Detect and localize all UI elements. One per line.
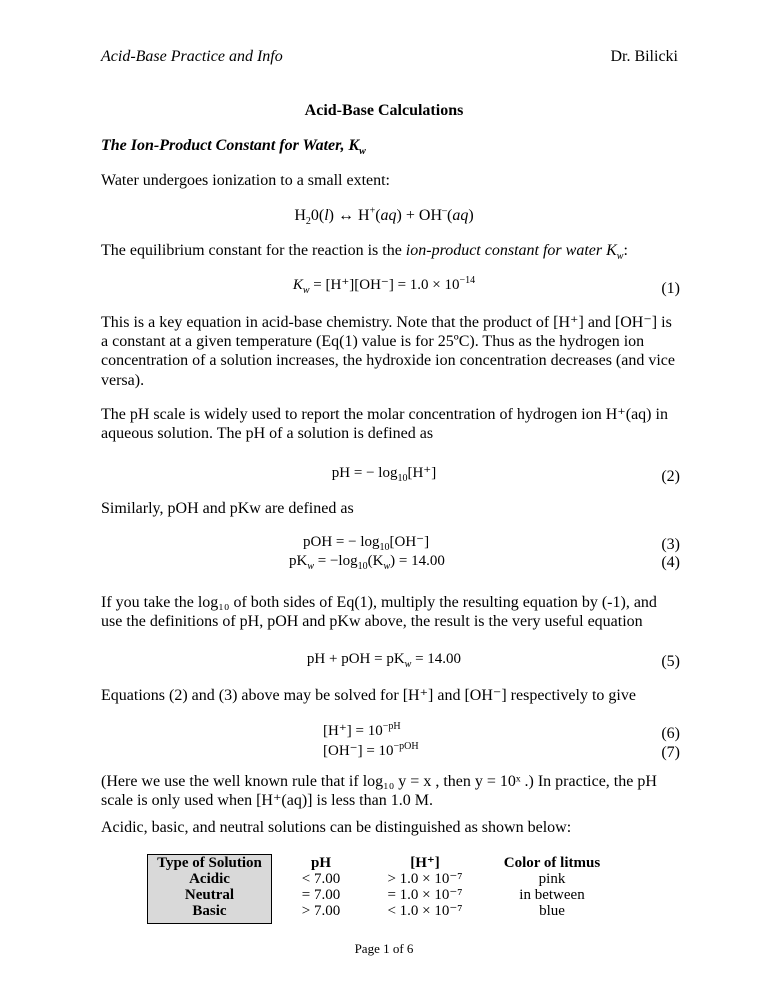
equation-5-number: (5) <box>661 653 680 670</box>
table-cell: pink <box>538 871 566 887</box>
ph-scale-paragraph: The pH scale is widely used to report the molar concentration of hydrogen ion H⁺(aq) in aqueous solution. The pH of a solution is defined as <box>101 406 668 443</box>
header-right: Dr. Bilicki <box>610 48 678 65</box>
table-cell: > 7.00 <box>301 903 341 919</box>
equation-4-number: (4) <box>661 554 680 571</box>
equation-7: $[OH^-] = 10^{-pOH}$ <box>323 741 419 759</box>
ph-column <box>286 855 356 919</box>
equation-1: $K_w = [H^+][OH^-] = 1.0 \times 10^{-14}$ <box>292 275 476 296</box>
table-header: Color of litmus <box>503 855 601 871</box>
table-cell: blue <box>539 903 565 919</box>
table-header: pH <box>310 855 331 871</box>
equation-5: pH + pOH = $pK_w = 14.00$ <box>306 651 462 670</box>
page-title: Acid-Base Calculations <box>304 102 464 119</box>
table-cell: = 1.0 × 10⁻⁷ <box>387 887 463 903</box>
table-cell: < 1.0 × 10⁻⁷ <box>387 903 463 919</box>
intro-text: Water undergoes ionization to a small extent: <box>101 172 390 189</box>
equation-6-number: (6) <box>661 725 680 742</box>
equation-2-number: (2) <box>661 468 680 485</box>
section-heading: The Ion-Product Constant for Water, $K_w$ <box>101 137 366 158</box>
h-concentration-column <box>373 855 477 919</box>
rule-paragraph: (Here we use the well known rule that if log₁₀ y = x , then y = 10ˣ .) In practice, the pH scale is only used when [H⁺(aq)] is less than 1.0 M. <box>101 773 657 810</box>
equation-3: pOH = − $\log_{10}[OH^-]$ <box>303 534 430 553</box>
key-equation-paragraph: This is a key equation in acid-base chemistry. Note that the product of [H⁺] and [OH⁻] is a constant at a given temperature (Eq(1) value is for 25ºC). Thus as the hydrogen ion concentration of a solution increases, the hydroxide ion concentration decreases (and vice versa). <box>101 314 675 389</box>
log-paragraph: If you take the log₁₀ of both sides of Eq(1), multiply the resulting equation by (-1), and use the definitions of pH, pOH and pKw above, the result is the very useful equation <box>101 594 657 631</box>
litmus-color-column <box>494 855 610 919</box>
equation-7-number: (7) <box>661 744 680 761</box>
table-header: Type of Solution <box>157 855 262 871</box>
equation-3-number: (3) <box>661 536 680 553</box>
table-cell: > 1.0 × 10⁻⁷ <box>387 871 463 887</box>
table-cell: < 7.00 <box>301 871 341 887</box>
table-cell: in between <box>519 887 585 903</box>
table-header: [H⁺] <box>410 855 440 871</box>
similarly-paragraph: Similarly, pOH and pKw are defined as <box>101 500 354 517</box>
solution-type-column <box>147 854 272 924</box>
equation-4: $pK_w = -\log_{10}(K_w) = 14.00$ <box>289 553 445 572</box>
solve-paragraph: Equations (2) and (3) above may be solved for [H⁺] and [OH⁻] respectively to give <box>101 687 636 704</box>
equation-2: pH = − $\log_{10}[H^+]$ <box>331 465 437 484</box>
table-cell: = 7.00 <box>301 887 341 903</box>
ionization-reaction: $H_20(l)$ ↔ H+(aq) + OH–(aq) <box>294 205 474 228</box>
header-left: Acid-Base Practice and Info <box>101 48 283 65</box>
table-intro: Acidic, basic, and neutral solutions can be distinguished as shown below: <box>101 819 572 836</box>
page-footer: Page 1 of 6 <box>354 941 414 956</box>
table-row-label: Basic <box>192 903 227 919</box>
equation-6: $[H^+] = 10^{-pH}$ <box>323 721 401 739</box>
table-row-label: Neutral <box>184 887 235 903</box>
kw-sentence: The equilibrium constant for the reaction is the ion-product constant for water $K_w$: <box>101 242 628 263</box>
equation-1-number: (1) <box>661 280 680 297</box>
table-row-label: Acidic <box>189 871 230 887</box>
